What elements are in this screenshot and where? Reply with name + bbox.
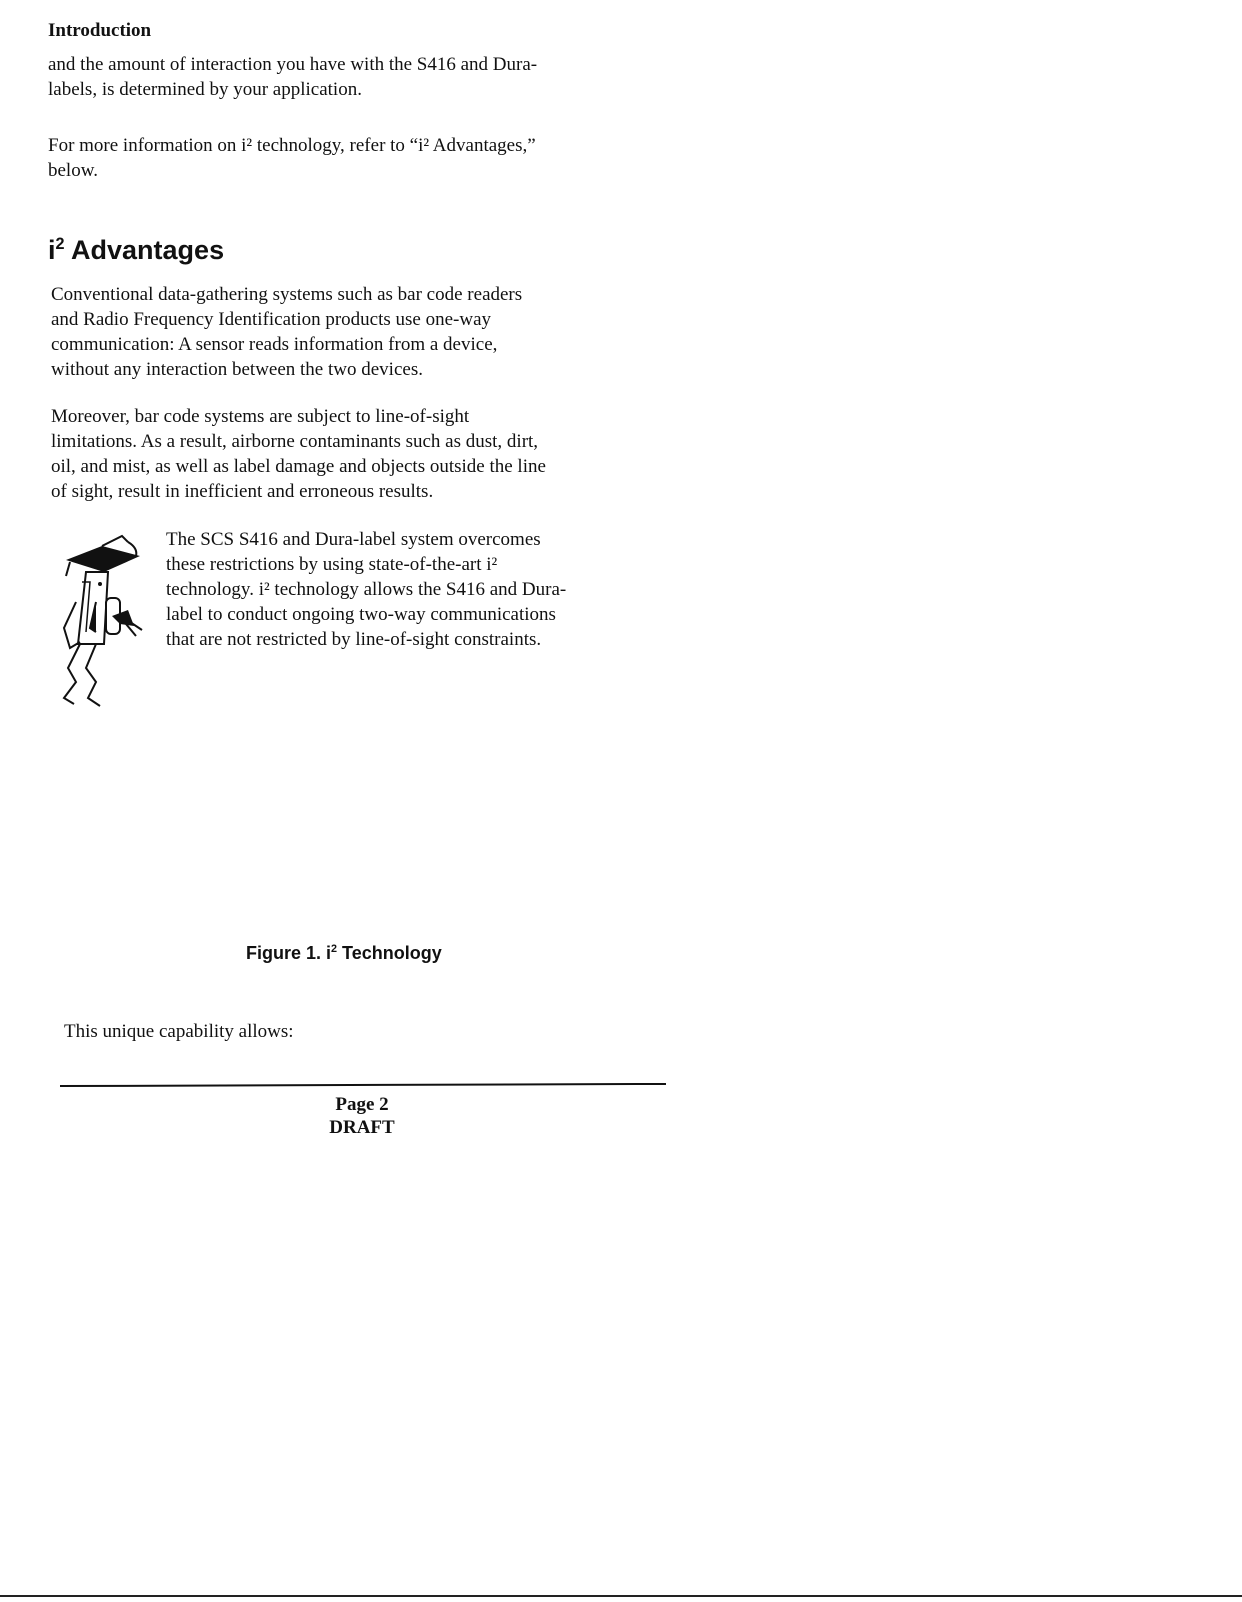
conventional-systems-paragraph: Conventional data-gathering systems such as bar code readers and Radio Frequency Identification products use one-way communication: A sensor reads information from a device, without any interaction between the two devices.: [51, 284, 523, 380]
advantages-heading: [48, 234, 224, 266]
graduate-mascot-icon: [56, 532, 164, 710]
line-of-sight-paragraph: Moreover, bar code systems are subject to line-of-sight limitations. As a result, airborne contaminants such as dust, dirt, oil, and mist, as well as label damage and objects outside the line of sight, result in inefficient and erroneous results.: [51, 406, 546, 502]
heading-text: Advantages: [64, 235, 225, 265]
caption-suffix: Technology: [337, 943, 442, 963]
caption-prefix: Figure 1. i: [246, 943, 332, 963]
more-info-paragraph: For more information on i² technology, refer to “i² Advantages,” below.: [48, 135, 536, 181]
draft-status: DRAFT: [329, 1117, 395, 1138]
capability-paragraph: This unique capability allows:: [64, 1021, 294, 1042]
page-bottom-edge: [0, 1595, 1242, 1597]
page-number: Page 2: [335, 1094, 389, 1115]
heading-superscript: 2: [55, 235, 65, 253]
footer-divider: [60, 1083, 666, 1087]
section-title: Introduction: [48, 20, 152, 41]
caption-superscript: 2: [331, 943, 338, 955]
figure-caption: [246, 943, 442, 964]
heading-base: i: [48, 235, 56, 265]
intro-paragraph: and the amount of interaction you have with the S416 and Dura- labels, is determined by your application.: [48, 54, 538, 100]
i2-overview-paragraph: The SCS S416 and Dura-label system overcomes these restrictions by using state-of-the-art i² technology. i² technology allows the S416 and Dura- label to conduct ongoing two-way communications that are not restricted by line-of-sight constraints.: [166, 529, 567, 650]
